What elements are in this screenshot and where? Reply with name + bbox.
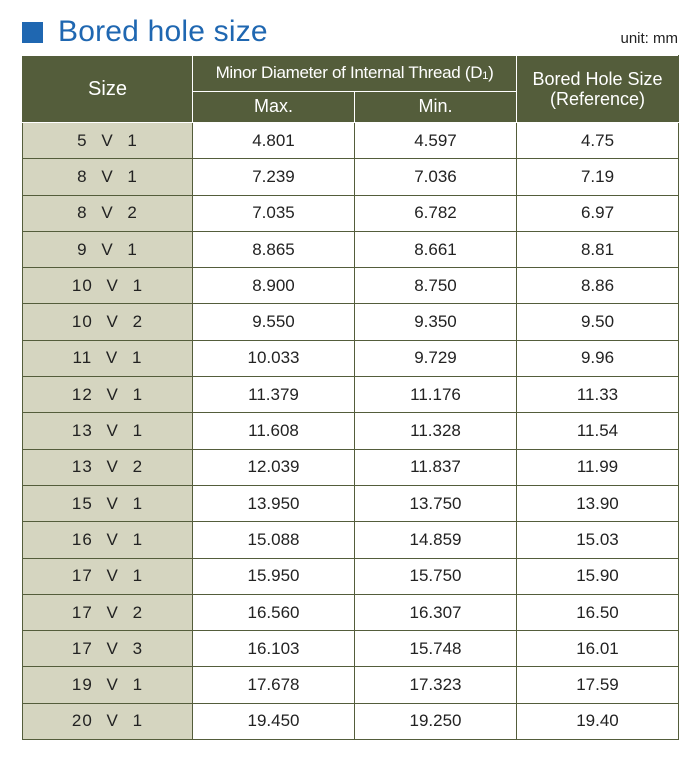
bored-cell: 11.33 xyxy=(517,377,679,413)
min-cell: 11.837 xyxy=(355,449,517,485)
max-cell: 4.801 xyxy=(193,123,355,159)
size-cell: 9 V 1 xyxy=(23,231,193,267)
table-row xyxy=(23,631,679,667)
max-cell: 8.865 xyxy=(193,231,355,267)
size-cell: 5 V 1 xyxy=(23,123,193,159)
bored-cell: 13.90 xyxy=(517,485,679,521)
min-cell: 15.750 xyxy=(355,558,517,594)
min-cell: 8.661 xyxy=(355,231,517,267)
max-cell: 19.450 xyxy=(193,703,355,739)
bored-cell: 8.81 xyxy=(517,231,679,267)
table-row xyxy=(23,558,679,594)
min-cell: 8.750 xyxy=(355,268,517,304)
bored-cell: 19.40 xyxy=(517,703,679,739)
table-row xyxy=(23,377,679,413)
minor-diameter-close: ) xyxy=(488,63,494,83)
max-cell: 17.678 xyxy=(193,667,355,703)
max-cell: 7.035 xyxy=(193,195,355,231)
bored-hole-table xyxy=(22,55,679,740)
max-cell: 12.039 xyxy=(193,449,355,485)
min-cell: 13.750 xyxy=(355,485,517,521)
table-row xyxy=(23,268,679,304)
bored-cell: 15.03 xyxy=(517,522,679,558)
size-cell: 17 V 3 xyxy=(23,631,193,667)
max-cell: 7.239 xyxy=(193,159,355,195)
table-row xyxy=(23,159,679,195)
table-row xyxy=(23,522,679,558)
max-cell: 16.103 xyxy=(193,631,355,667)
min-cell: 17.323 xyxy=(355,667,517,703)
size-cell: 15 V 1 xyxy=(23,485,193,521)
table-row xyxy=(23,485,679,521)
max-cell: 16.560 xyxy=(193,594,355,630)
table-row xyxy=(23,449,679,485)
size-cell: 17 V 2 xyxy=(23,594,193,630)
max-cell: 11.608 xyxy=(193,413,355,449)
min-cell: 15.748 xyxy=(355,631,517,667)
min-cell: 9.350 xyxy=(355,304,517,340)
size-cell: 16 V 1 xyxy=(23,522,193,558)
size-cell: 12 V 1 xyxy=(23,377,193,413)
table-row xyxy=(23,413,679,449)
table-row xyxy=(23,195,679,231)
max-cell: 13.950 xyxy=(193,485,355,521)
bored-cell: 9.50 xyxy=(517,304,679,340)
table-row xyxy=(23,594,679,630)
column-header-max: Max. xyxy=(193,91,355,122)
title-row xyxy=(22,14,678,52)
size-cell: 17 V 1 xyxy=(23,558,193,594)
page-title: Bored hole size xyxy=(58,15,268,48)
bored-cell: 4.75 xyxy=(517,123,679,159)
size-cell: 8 V 1 xyxy=(23,159,193,195)
table-row xyxy=(23,123,679,159)
title-square-icon xyxy=(22,22,43,43)
table-row xyxy=(23,703,679,739)
min-cell: 7.036 xyxy=(355,159,517,195)
bored-cell: 16.01 xyxy=(517,631,679,667)
min-cell: 11.176 xyxy=(355,377,517,413)
max-cell: 11.379 xyxy=(193,377,355,413)
min-cell: 16.307 xyxy=(355,594,517,630)
size-cell: 10 V 1 xyxy=(23,268,193,304)
minor-diameter-label: Minor Diameter of Internal Thread (D xyxy=(215,63,483,83)
min-cell: 4.597 xyxy=(355,123,517,159)
column-header-bored-hole-size xyxy=(517,56,679,123)
bored-header-line1: Bored Hole Size xyxy=(532,69,663,89)
unit-label: unit: mm xyxy=(620,30,678,47)
max-cell: 8.900 xyxy=(193,268,355,304)
size-cell: 11 V 1 xyxy=(23,340,193,376)
size-cell: 8 V 2 xyxy=(23,195,193,231)
min-cell: 9.729 xyxy=(355,340,517,376)
bored-cell: 11.54 xyxy=(517,413,679,449)
size-cell: 13 V 2 xyxy=(23,449,193,485)
bored-cell: 11.99 xyxy=(517,449,679,485)
column-header-minor-diameter xyxy=(193,56,517,92)
bored-cell: 9.96 xyxy=(517,340,679,376)
bored-header-line2: (Reference) xyxy=(549,89,646,109)
bored-cell: 15.90 xyxy=(517,558,679,594)
bored-cell: 6.97 xyxy=(517,195,679,231)
column-header-min: Min. xyxy=(355,91,517,122)
max-cell: 9.550 xyxy=(193,304,355,340)
bored-cell: 8.86 xyxy=(517,268,679,304)
bored-cell: 16.50 xyxy=(517,594,679,630)
size-cell: 13 V 1 xyxy=(23,413,193,449)
size-cell: 19 V 1 xyxy=(23,667,193,703)
max-cell: 15.950 xyxy=(193,558,355,594)
minor-diameter-subscript: 1 xyxy=(482,70,489,83)
bored-cell: 7.19 xyxy=(517,159,679,195)
column-header-size: Size xyxy=(23,56,193,123)
table-body xyxy=(23,123,679,740)
min-cell: 19.250 xyxy=(355,703,517,739)
table-row xyxy=(23,304,679,340)
table-row xyxy=(23,231,679,267)
max-cell: 10.033 xyxy=(193,340,355,376)
bored-cell: 17.59 xyxy=(517,667,679,703)
min-cell: 6.782 xyxy=(355,195,517,231)
min-cell: 14.859 xyxy=(355,522,517,558)
size-cell: 20 V 1 xyxy=(23,703,193,739)
table-row xyxy=(23,340,679,376)
table-row xyxy=(23,667,679,703)
size-cell: 10 V 2 xyxy=(23,304,193,340)
max-cell: 15.088 xyxy=(193,522,355,558)
min-cell: 11.328 xyxy=(355,413,517,449)
